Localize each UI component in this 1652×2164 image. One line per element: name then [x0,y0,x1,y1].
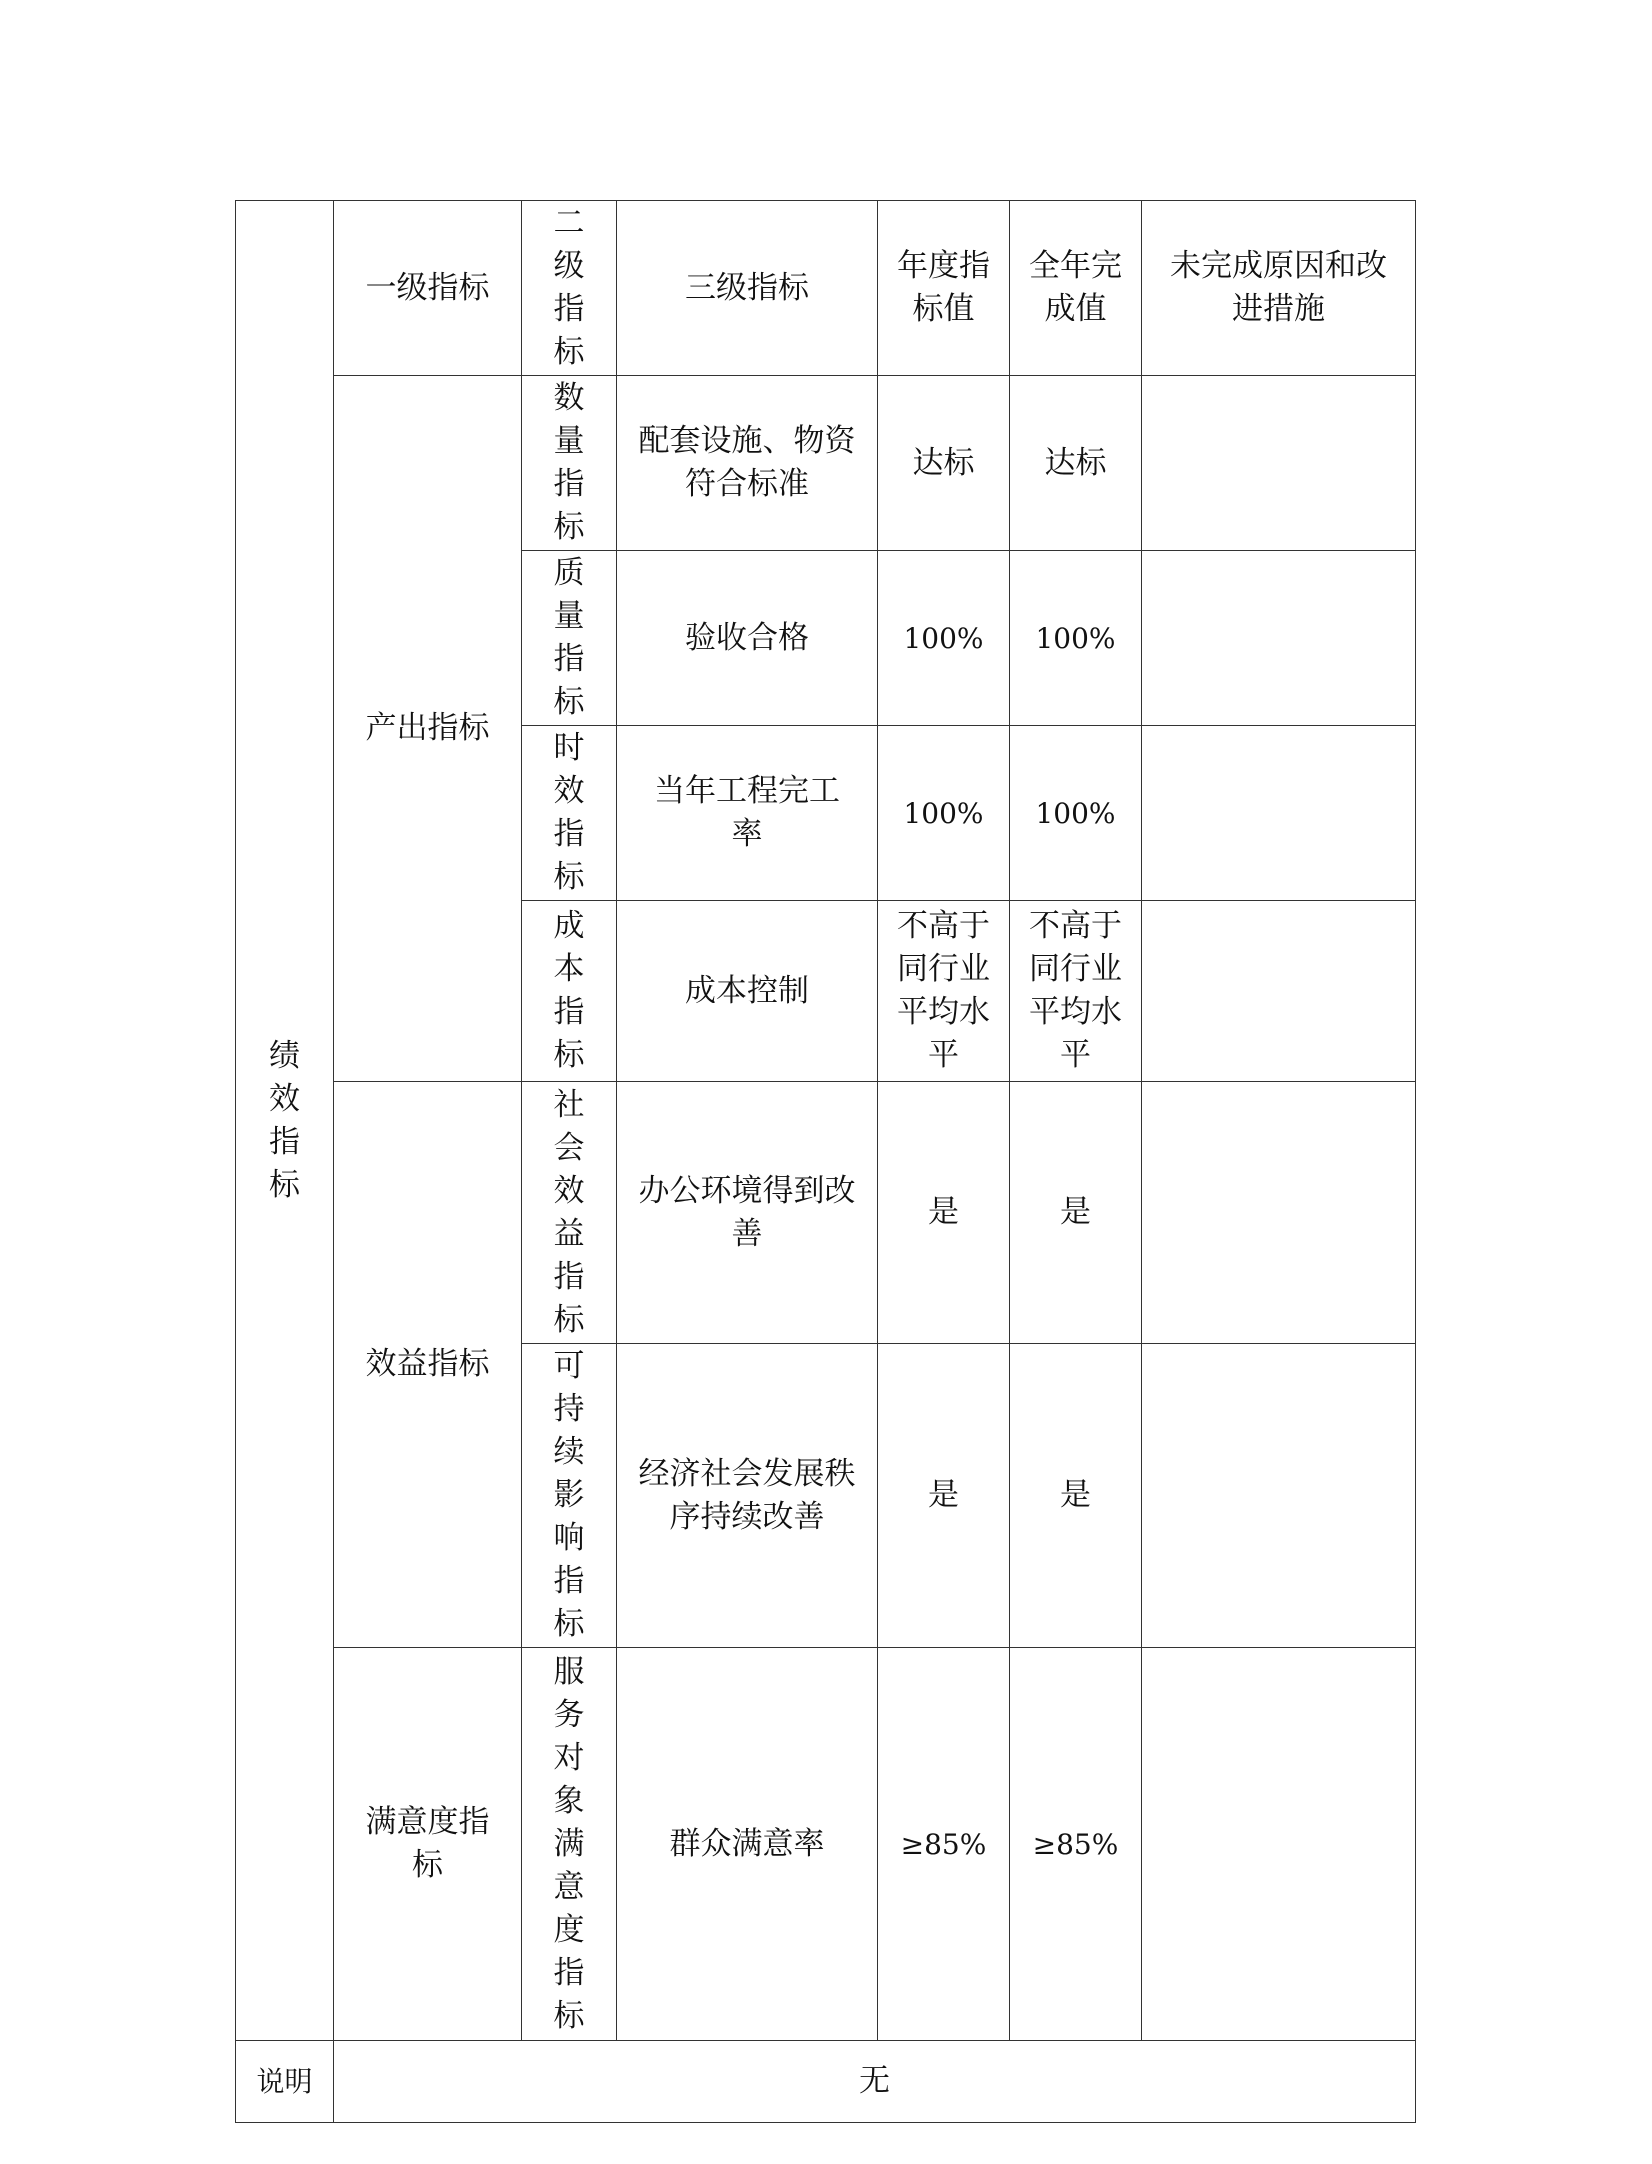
actual-cell: 达标 [1010,376,1142,551]
header-l3: 三级指标 [617,201,878,376]
table-row [236,1648,1416,2041]
l3-cell: 成本控制 [617,901,878,1082]
l2-cell: 时效指标 [522,726,617,901]
target-cell: 是 [878,1344,1010,1648]
l3-cell: 办公环境得到改善 [617,1082,878,1344]
l3-cell: 经济社会发展秩序持续改善 [617,1344,878,1648]
l2-cell: 可持续影响指标 [522,1344,617,1648]
section-label-cell [236,201,334,2041]
reason-cell [1142,1648,1416,2041]
actual-cell: 100% [1010,726,1142,901]
header-l1: 一级指标 [334,201,522,376]
header-actual: 全年完成值 [1010,201,1142,376]
actual-cell: 不高于同行业平均水平 [1010,901,1142,1082]
target-cell: 100% [878,726,1010,901]
table-row [236,376,1416,551]
header-reason: 未完成原因和改进措施 [1142,201,1416,376]
l2-cell: 服务对象满意度指标 [522,1648,617,2041]
note-value-cell: 无 [334,2041,1416,2123]
actual-cell: ≥85% [1010,1648,1142,2041]
table-row [236,1082,1416,1344]
reason-cell [1142,376,1416,551]
actual-cell: 是 [1010,1344,1142,1648]
l3-cell: 当年工程完工率 [617,726,878,901]
section-label: 绩效指标 [269,1037,300,1203]
actual-cell: 是 [1010,1082,1142,1344]
header-row [236,201,1416,376]
group-benefit-cell: 效益指标 [334,1082,522,1648]
l2-cell: 成本指标 [522,901,617,1082]
group-satisfaction-cell: 满意度指标 [334,1648,522,2041]
group-output-cell: 产出指标 [334,376,522,1082]
l2-cell: 质量指标 [522,551,617,726]
target-cell: 100% [878,551,1010,726]
header-l2: 二级指标 [522,201,617,376]
l2-cell: 社会效益指标 [522,1082,617,1344]
target-cell: ≥85% [878,1648,1010,2041]
l3-cell: 群众满意率 [617,1648,878,2041]
target-cell: 达标 [878,376,1010,551]
l2-cell: 数量指标 [522,376,617,551]
note-row [236,2041,1416,2123]
l3-cell: 验收合格 [617,551,878,726]
reason-cell [1142,901,1416,1082]
target-cell: 是 [878,1082,1010,1344]
l3-cell: 配套设施、物资符合标准 [617,376,878,551]
reason-cell [1142,1082,1416,1344]
header-target: 年度指标值 [878,201,1010,376]
reason-cell [1142,726,1416,901]
actual-cell: 100% [1010,551,1142,726]
reason-cell [1142,1344,1416,1648]
performance-indicator-table [235,200,1416,2123]
target-cell: 不高于同行业平均水平 [878,901,1010,1082]
note-label-cell: 说明 [236,2041,334,2123]
reason-cell [1142,551,1416,726]
